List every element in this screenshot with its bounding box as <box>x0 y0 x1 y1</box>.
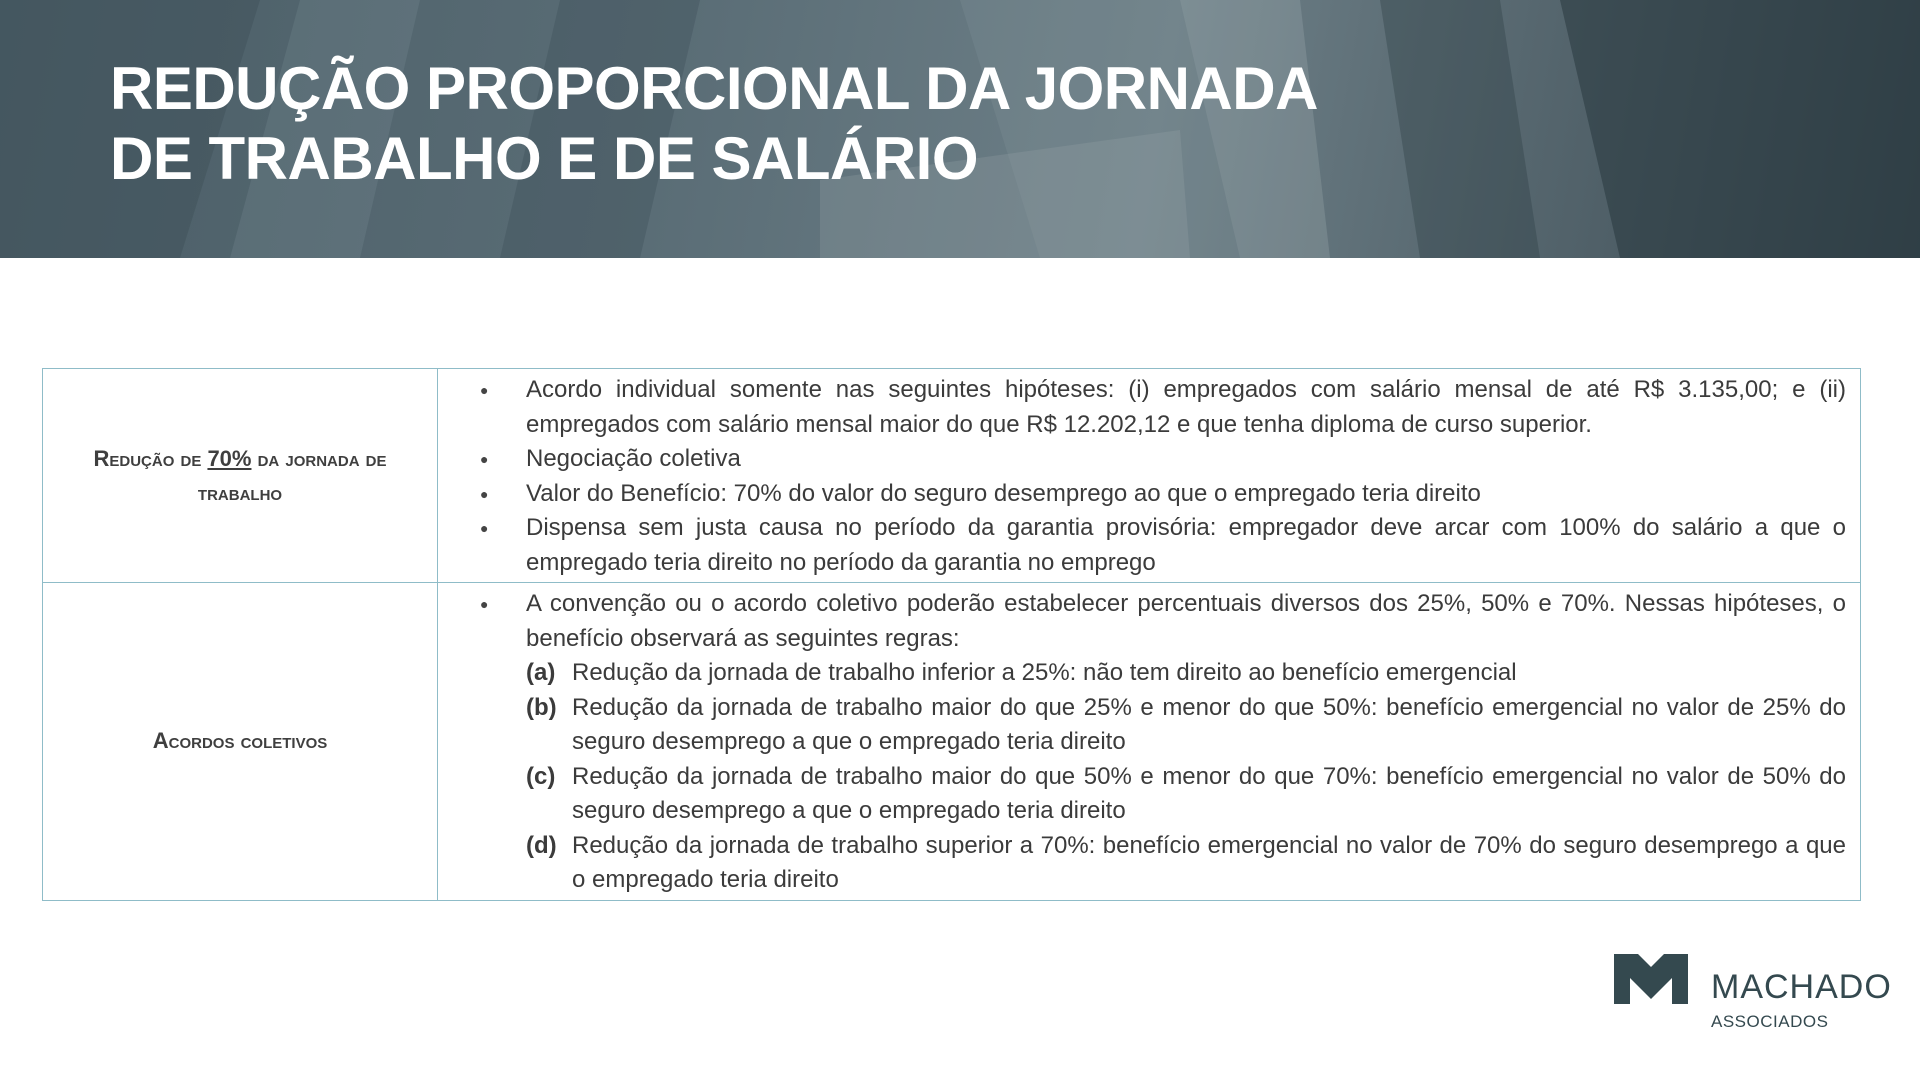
table-row-acordos-coletivos <box>43 583 1861 901</box>
list-item <box>438 587 1846 898</box>
row-content-reducao-70 <box>438 369 1861 583</box>
info-table <box>42 368 1861 901</box>
rule-letter: (d) <box>526 831 557 859</box>
rule-text: Redução da jornada de trabalho maior do que 50% e menor do que 70%: benefício emergencial no valor de 50% do seguro desemprego a que o empregado teria direito <box>572 762 1846 824</box>
bullet-list <box>438 587 1846 898</box>
row-label-reducao-70 <box>43 369 438 583</box>
row-label-text: Acordos coletivos <box>152 728 328 754</box>
row-label-highlight: 70% <box>207 445 252 471</box>
rule-letter: (c) <box>526 762 556 790</box>
list-item: ● Valor do Benefício: 70% do valor do seguro desemprego ao que o empregado teria direito <box>438 477 1846 512</box>
company-logo <box>1614 954 1892 1034</box>
row-label-acordos-coletivos <box>43 583 438 901</box>
rule-item <box>526 760 1846 829</box>
page-title <box>110 54 1318 194</box>
logo-subtitle: ASSOCIADOS <box>1711 1012 1829 1031</box>
machado-logo-icon <box>1614 954 1688 1004</box>
rule-item <box>526 691 1846 760</box>
list-item: ● Acordo individual somente nas seguintes hipóteses: (i) empregados com salário mensal de até R$ 3.135,00; e (ii) empregados com salário mensal maior do que R$ 12.202,12 e que tenha diploma de curso superior. <box>438 373 1846 442</box>
rule-text: Redução da jornada de trabalho maior do que 25% e menor do que 50%: benefício emergencial no valor de 25% do seguro desemprego a que o empregado teria direito <box>572 693 1846 755</box>
row-content-acordos-coletivos <box>438 583 1861 901</box>
rules-list <box>526 656 1846 898</box>
header-banner <box>0 0 1920 258</box>
list-item: ● Dispensa sem justa causa no período da garantia provisória: empregador deve arcar com 100% do salário a que o empregado teria direito no período da garantia no emprego <box>438 511 1846 580</box>
rule-letter: (b) <box>526 693 557 721</box>
rule-item <box>526 829 1846 898</box>
rule-text: Redução da jornada de trabalho inferior a 25%: não tem direito ao benefício emergencial <box>572 659 1517 686</box>
rule-text: Redução da jornada de trabalho superior a 70%: benefício emergencial no valor de 70% do seguro desemprego a que o empregado teria direito <box>572 831 1846 893</box>
row-label-part-2: da jornada de trabalho <box>197 445 387 505</box>
rule-item <box>526 656 1846 691</box>
bullet-list <box>438 373 1846 580</box>
rules-intro: A convenção ou o acordo coletivo poderão estabelecer percentuais diversos dos 25%, 50% e 70%. Nessas hipóteses, o benefício observará as seguintes regras: <box>526 590 1846 652</box>
row-label-part-1: Redução de <box>93 445 208 471</box>
page-title-line-1: REDUÇÃO PROPORCIONAL DA JORNADA <box>110 55 1318 122</box>
page-title-line-2: DE TRABALHO E DE SALÁRIO <box>110 125 979 192</box>
rule-letter: (a) <box>526 659 556 686</box>
list-item: ● Negociação coletiva <box>438 442 1846 477</box>
table-row-reducao-70 <box>43 369 1861 583</box>
logo-name: MACHADO <box>1711 968 1892 1006</box>
